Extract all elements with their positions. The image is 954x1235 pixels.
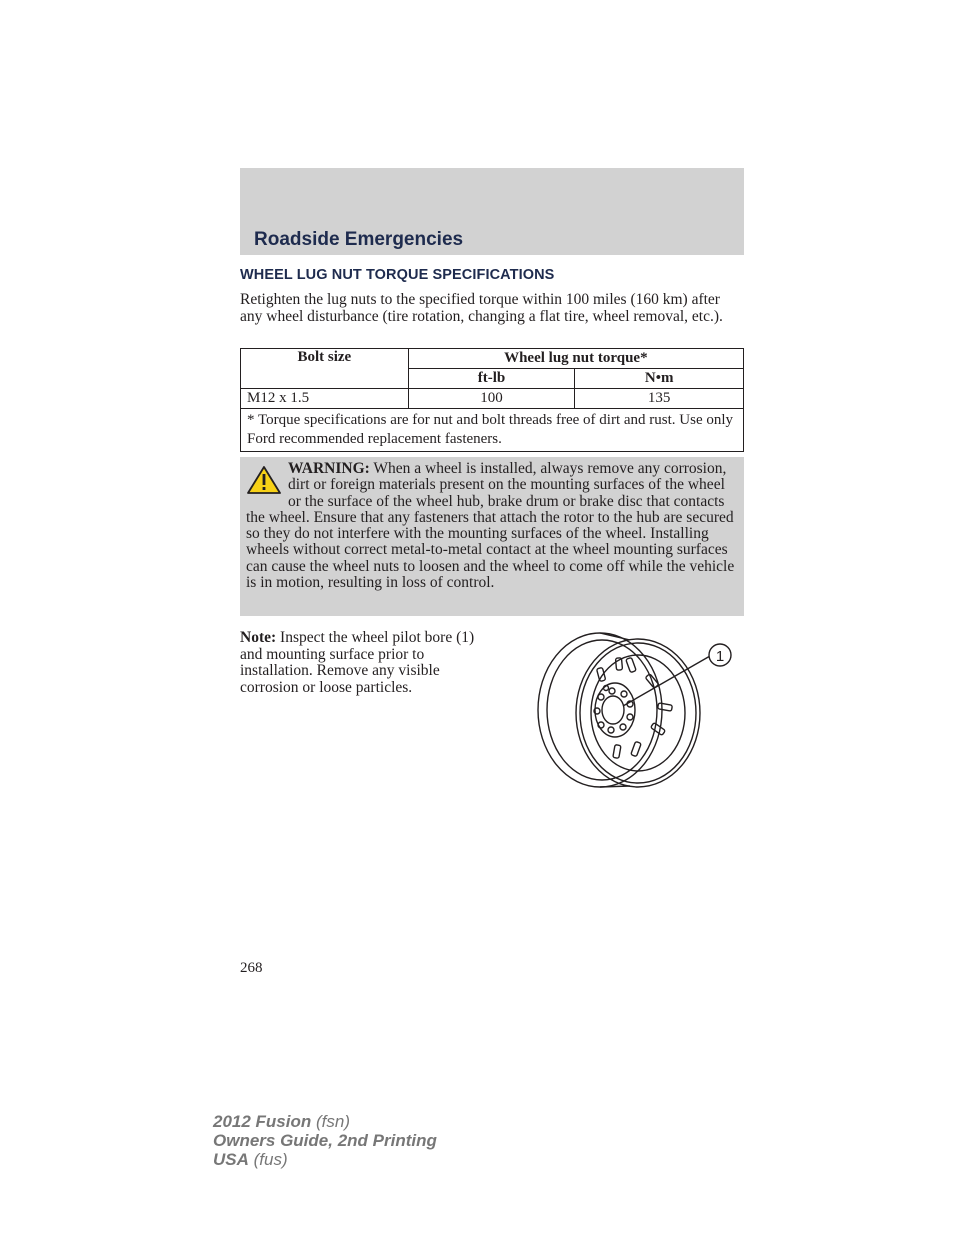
table-footnote: * Torque specifications are for nut and bolt threads free of dirt and rust. Use only Ford recommended replacement fasteners. bbox=[241, 409, 744, 452]
footer-line-2 bbox=[213, 1131, 437, 1150]
callout-number: 1 bbox=[715, 648, 725, 665]
warning-body: When a wheel is installed, always remove any corrosion, dirt or foreign materials present on the mounting surfaces of the wheel or the surface of the wheel hub, brake drum or brake disc that contacts the wheel. Ensure that any fasteners that attach the rotor to the hub are secured so they do not interfere with the mounting surfaces of the wheel. Installing wheels without correct metal-to-metal contact at the wheel mounting surfaces can cause the wheel nuts to loosen and the wheel to come off while the vehicle is in motion, resulting in loss of control. bbox=[246, 460, 735, 592]
section-header bbox=[240, 168, 744, 255]
table-header-row bbox=[241, 349, 744, 369]
table-row bbox=[241, 389, 744, 409]
page-number: 268 bbox=[240, 960, 263, 976]
footer-model-code: (fsn) bbox=[316, 1112, 350, 1131]
cell-nm: 135 bbox=[575, 389, 744, 409]
footer-market-code: (fus) bbox=[253, 1150, 288, 1169]
note-label: Note: bbox=[240, 629, 277, 646]
wheel-illustration bbox=[530, 628, 744, 794]
footer-line-1 bbox=[213, 1112, 437, 1131]
footer-market: USA bbox=[213, 1150, 249, 1169]
page-heading: WHEEL LUG NUT TORQUE SPECIFICATIONS bbox=[240, 267, 555, 283]
cell-bolt: M12 x 1.5 bbox=[241, 389, 409, 409]
header-torque: Wheel lug nut torque* bbox=[408, 349, 743, 369]
warning-label: WARNING: bbox=[288, 460, 370, 477]
header-nm: N•m bbox=[575, 369, 744, 389]
header-bolt-size: Bolt size bbox=[241, 349, 409, 389]
note-paragraph bbox=[240, 630, 490, 696]
footer-guide-edition: Owners Guide, 2nd Printing bbox=[213, 1131, 437, 1150]
footer-model: 2012 Fusion bbox=[213, 1112, 312, 1131]
torque-spec-table bbox=[240, 348, 744, 452]
table-footnote-row bbox=[241, 409, 744, 452]
warning-triangle-icon bbox=[246, 465, 282, 495]
footer-imprint bbox=[213, 1112, 437, 1169]
intro-paragraph: Retighten the lug nuts to the specified torque within 100 miles (160 km) after any wheel disturbance (tire rotation, changing a flat tire, wheel removal, etc.). bbox=[240, 291, 723, 325]
note-body: Inspect the wheel pilot bore (1) and mounting surface prior to installation. Remove any visible corrosion or loose particles. bbox=[240, 629, 475, 696]
warning-text-block bbox=[246, 461, 736, 591]
warning-box bbox=[240, 457, 744, 616]
cell-ftlb: 100 bbox=[408, 389, 575, 409]
header-ftlb: ft-lb bbox=[408, 369, 575, 389]
section-title: Roadside Emergencies bbox=[254, 229, 464, 250]
footer-line-3 bbox=[213, 1150, 437, 1169]
